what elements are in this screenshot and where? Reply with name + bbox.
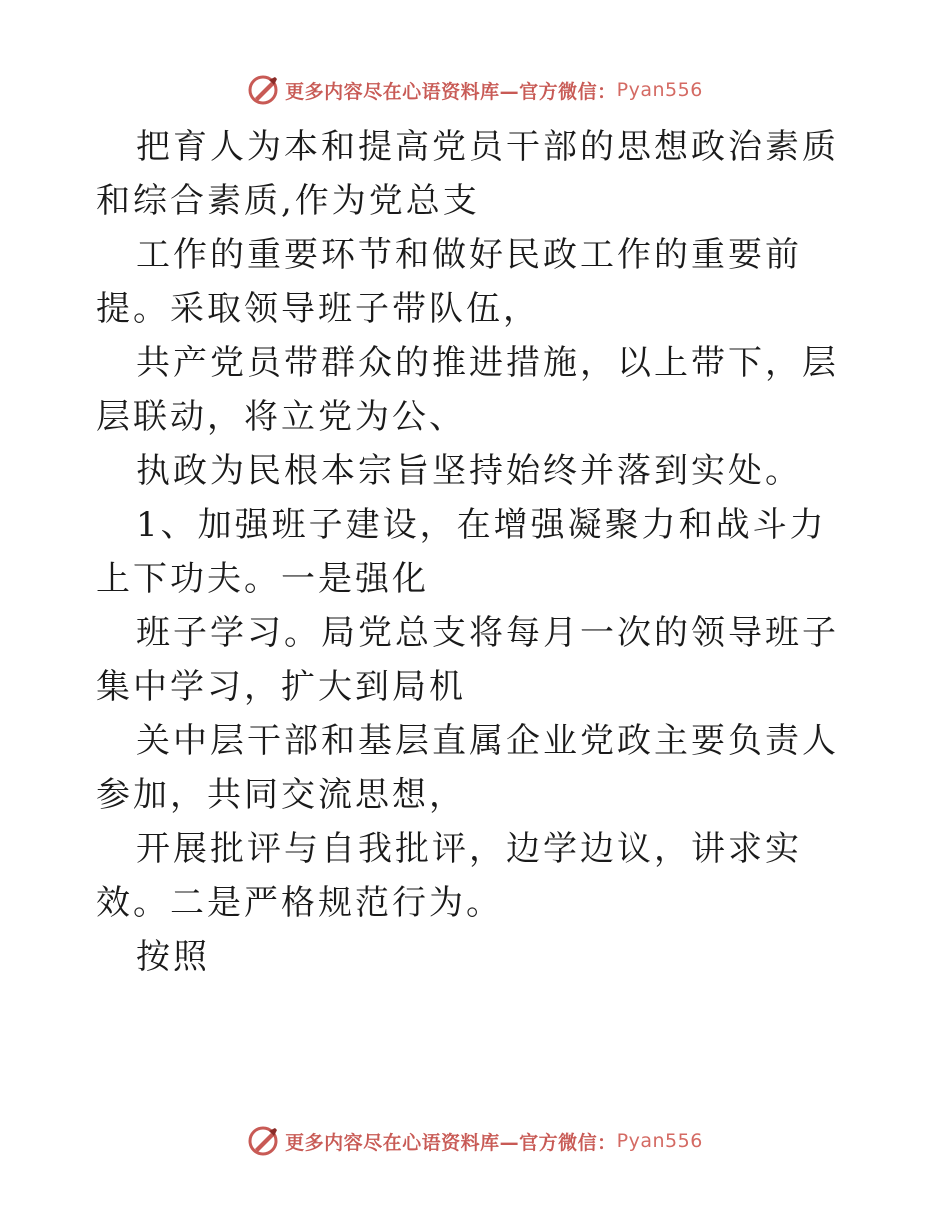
paragraph: 把育人为本和提高党员干部的思想政治素质和综合素质,作为党总支: [96, 127, 839, 221]
paragraph: 1、加强班子建设，在增强凝聚力和战斗力上下功夫。一是强化: [96, 505, 827, 599]
paragraph: 执政为民根本宗旨坚持始终并落到实处。: [136, 451, 802, 491]
footer-watermark-handle: Pyan556: [616, 1130, 703, 1152]
document-body: [96, 120, 856, 984]
header-watermark-handle: Pyan556: [616, 79, 703, 101]
paragraph: 开展批评与自我批评，边学边议，讲求实效。二是严格规范行为。: [96, 829, 802, 923]
logo-icon: [247, 1124, 281, 1158]
paragraph: 共产党员带群众的推进措施，以上带下，层层联动，将立党为公、: [96, 343, 839, 437]
header-watermark-text: 更多内容尽在心语资料库—官方微信：: [285, 80, 617, 103]
footer-watermark-text: 更多内容尽在心语资料库—官方微信：: [285, 1131, 617, 1154]
paragraph: 关中层干部和基层直属企业党政主要负责人参加，共同交流思想，: [96, 721, 839, 815]
paragraph: 工作的重要环节和做好民政工作的重要前提。采取领导班子带队伍，: [96, 235, 802, 329]
header-watermark: [0, 70, 950, 110]
paragraph: 按照: [136, 937, 210, 977]
paragraph: 班子学习。局党总支将每月一次的领导班子集中学习，扩大到局机: [96, 613, 839, 707]
footer-watermark: [0, 1121, 950, 1161]
logo-icon: [247, 73, 281, 107]
